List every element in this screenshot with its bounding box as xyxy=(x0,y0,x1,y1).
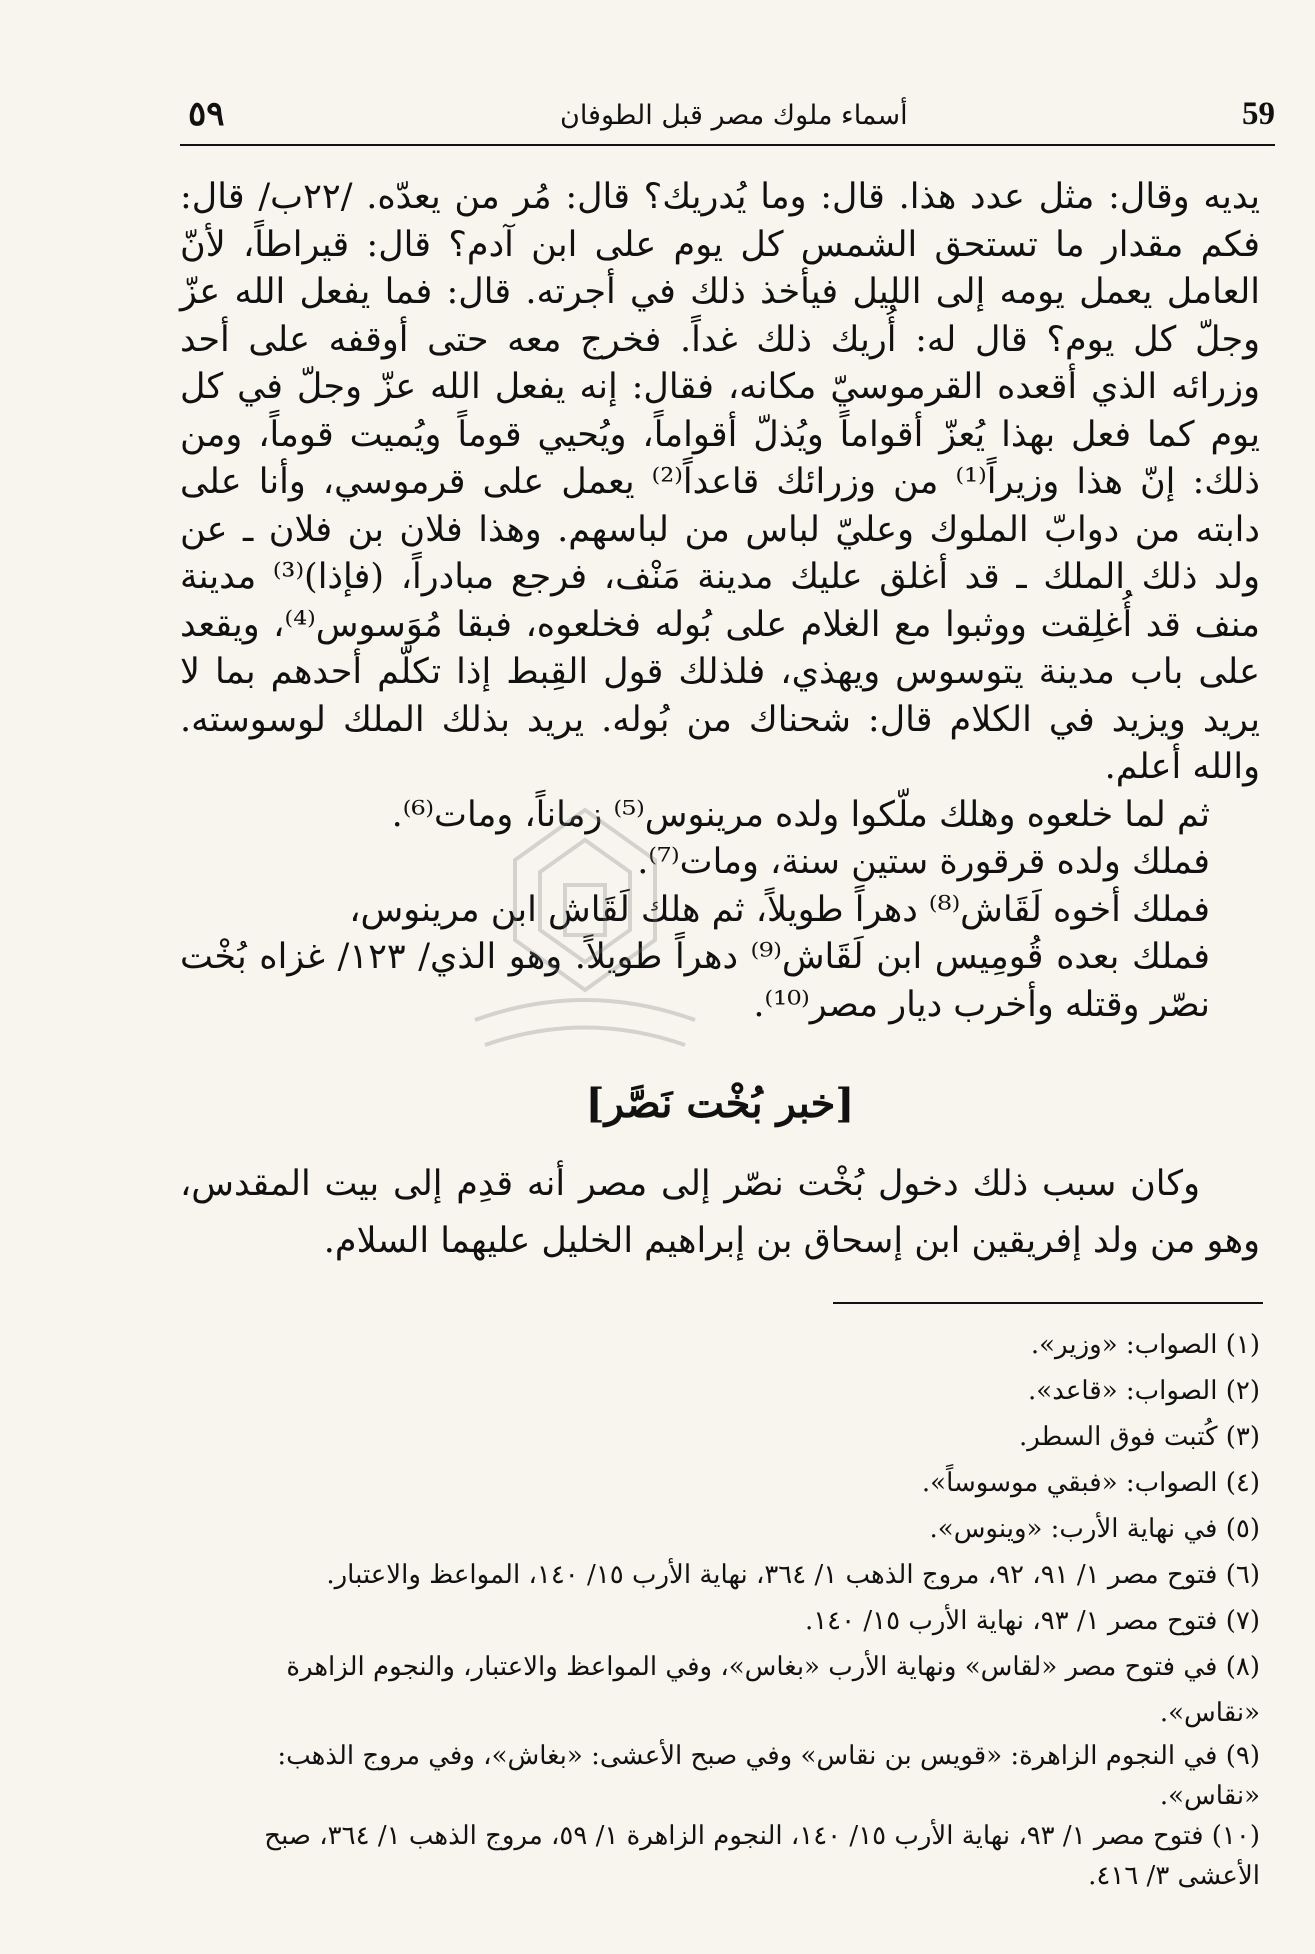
running-header xyxy=(180,82,1275,146)
footnote: (٥) في نهاية الأرب: «وينوس». xyxy=(929,1514,1260,1544)
section-paragraph: وكان سبب ذلك دخول بُخْت نصّر إلى مصر أنه قدِم إلى بيت المقدس، وهو من ولد إفريقين ابن إسحاق بن إبراهيم الخليل عليهما السلام. xyxy=(180,1164,1260,1261)
verse-line: ثم لما خلعوه وهلك ملّكوا ولده مرينوس⁽⁵⁾ زماناً، ومات⁽⁶⁾. xyxy=(391,794,1210,835)
footnote: (٤) الصواب: «فبقي موسوساً». xyxy=(921,1468,1260,1498)
body-paragraph: يديه وقال: مثل عدد هذا. قال: وما يُدريك؟ قال: مُر من يعدّه. /٢٢ب/ قال: فكم مقدار ما تستحق الشمس كل يوم على ابن آدم؟ قال: قيراطاً، لأنّ العامل يعمل يومه إلى الليل فيأخذ ذلك في أجرته. قال: فما يفعل الله عزّ وجلّ كل يوم؟ قال له: أُريك ذلك غداً. فخرج معه حتى أوقفه على أحد وزرائه الذي أقعده القرموسيّ مكانه، فقال: إنه يفعل الله عزّ وجلّ في كل يوم كما فعل بهذا يُعزّ أقواماً ويُذلّ أقواماً، ويُحيي قوماً ويُميت قوماً، ومن ذلك: إنّ هذا وزيراً⁽¹⁾ من وزرائك قاعداً⁽²⁾ يعمل على قرموسي، وأنا على دابته من دوابّ الملوك وعليّ لباس من لباسهم. وهذا فلان بن فلان ـ عن ولد ذلك الملك ـ قد أغلق عليك مدينة مَنْف، فرجع مبادراً، (فإذا)⁽³⁾ مدينة منف قد أُغلِقت ووثبوا مع الغلام على بُوله فخلعوه، فبقا مُوَسوس⁽⁴⁾، ويقعد على باب مدينة يتوسوس ويهذي، فلذلك قول القِبط إذا تكلّم أحدهم بما لا يريد ويزيد في الكلام قال: شحناك من بُوله. يريد بذلك الملك لوسوسته. والله أعلم. xyxy=(180,177,1261,787)
footnote: (٢) الصواب: «قاعد». xyxy=(1028,1376,1260,1406)
footnote: (٨) في فتوح مصر «لقاس» ونهاية الأرب «بغاس»، وفي المواعظ والاعتبار، والنجوم الزاهرة «نقاس». xyxy=(286,1652,1260,1728)
section-text xyxy=(180,1156,1260,1270)
footnote: (٧) فتوح مصر ١/ ٩٣، نهاية الأرب ١٥/ ١٤٠. xyxy=(804,1606,1260,1636)
library-stamp-icon xyxy=(455,790,715,1060)
footnote: (١) الصواب: «وزير». xyxy=(1030,1330,1260,1360)
verse-line: فملك بعده قُومِيس ابن لَقَاش⁽⁹⁾ دهراً طويلاً. وهو الذي/ ١٢٣/ غزاه بُخْت نصّر وقتله وأخرب ديار مصر⁽¹⁰⁾. xyxy=(180,937,1211,1025)
main-text xyxy=(180,174,1260,1029)
running-title: أسماء ملوك مصر قبل الطوفان xyxy=(560,100,908,131)
page-number-arabic: ٥٩ xyxy=(188,94,225,134)
footnote: (١٠) فتوح مصر ١/ ٩٣، نهاية الأرب ١٥/ ١٤٠، النجوم الزاهرة ١/ ٥٩، مروج الذهب ١/ ٣٦٤، صبح الأعشى ٣/ ٤١٦. xyxy=(264,1821,1260,1891)
page-number: 59 xyxy=(1242,96,1275,132)
footnotes xyxy=(180,1322,1260,1896)
footnote: (٦) فتوح مصر ١/ ٩١، ٩٢، مروج الذهب ١/ ٣٦٤، نهاية الأرب ١٥/ ١٤٠، المواعظ والاعتبار. xyxy=(326,1560,1260,1590)
verse-line: فملك أخوه لَقَاش⁽⁸⁾ دهراً طويلاً، ثم هلك لَقَاش ابن مرينوس، xyxy=(349,889,1210,930)
footnote: (٣) كُتبت فوق السطر. xyxy=(1019,1422,1260,1452)
section-heading: [خبر بُخْت نَصَّر] xyxy=(585,1080,855,1127)
footnote: (٩) في النجوم الزاهرة: «قويس بن نقاس» وفي صبح الأعشى: «بغاش»، وفي مروج الذهب: «نقاس». xyxy=(277,1741,1260,1811)
verse-line: فملك ولده قرقورة ستين سنة، ومات⁽⁷⁾. xyxy=(637,842,1210,882)
footnote-divider xyxy=(833,1302,1263,1304)
